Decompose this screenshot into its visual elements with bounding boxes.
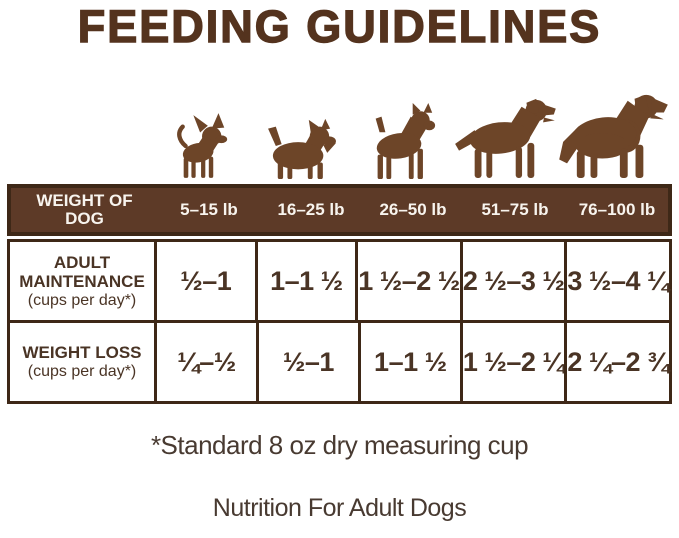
cell-adult-maintenance-5-15: ½–1 [154, 242, 255, 320]
dog-slot-26-50 [351, 86, 450, 180]
table-row-adult-maintenance [10, 242, 669, 320]
cell-adult-maintenance-51-75: 2 ½–3 ½ [460, 242, 565, 320]
dog-slot-76-100 [556, 86, 672, 180]
dog-slot-16-25 [253, 86, 352, 180]
cell-weight-loss-5-15: ¼–½ [154, 323, 256, 401]
column-header-26-50-lb: 26–50 lb [379, 200, 447, 220]
column-header-weight-of-dog [11, 192, 158, 229]
cell-weight-loss-76-100: 2 ¼–2 ¾ [564, 323, 669, 401]
cell-adult-maintenance-26-50: 1 ½–2 ½ [355, 242, 460, 320]
rottweiler-icon [450, 94, 556, 180]
dog-slot-51-75 [450, 86, 556, 180]
table-body [7, 239, 672, 404]
dog-size-row [0, 86, 679, 180]
page-title: FEEDING GUIDELINES [77, 1, 602, 52]
column-header-weight-of-dog-label: WEIGHT OF DOG [36, 190, 133, 229]
table-header-row [7, 184, 672, 236]
row-label-text: ADULT MAINTENANCE [19, 252, 145, 291]
dog-row-spacer [7, 86, 154, 180]
column-header-51-75-lb: 51–75 lb [481, 200, 549, 220]
row-label-text: WEIGHT LOSS [22, 343, 142, 363]
row-label-weight-loss [10, 323, 154, 401]
column-header-16-25-lb: 16–25 lb [277, 200, 345, 220]
row-label-adult-maintenance [10, 242, 154, 320]
cell-adult-maintenance-16-25: 1–1 ½ [255, 242, 356, 320]
chihuahua-icon [174, 112, 232, 180]
measuring-cup-footnote: *Standard 8 oz dry measuring cup [150, 430, 529, 461]
column-header-76-100-lb: 76–100 lb [578, 200, 656, 220]
column-header-5-15-lb: 5–15 lb [180, 200, 238, 220]
tagline: Nutrition For Adult Dogs [212, 494, 467, 523]
terrier-icon [263, 116, 341, 180]
row-sublabel-text: (cups per day*) [27, 363, 137, 381]
bernese-mountain-dog-icon [556, 90, 672, 180]
row-sublabel-text: (cups per day*) [27, 291, 137, 309]
cell-adult-maintenance-76-100: 3 ½–4 ¼ [564, 242, 669, 320]
boxer-icon [360, 102, 442, 180]
dog-slot-5-15 [154, 86, 253, 180]
cell-weight-loss-51-75: 1 ½–2 ¼ [460, 323, 565, 401]
cell-weight-loss-16-25: ½–1 [256, 323, 358, 401]
feeding-table [7, 184, 672, 404]
cell-weight-loss-26-50: 1–1 ½ [358, 323, 460, 401]
table-row-weight-loss [10, 320, 669, 401]
